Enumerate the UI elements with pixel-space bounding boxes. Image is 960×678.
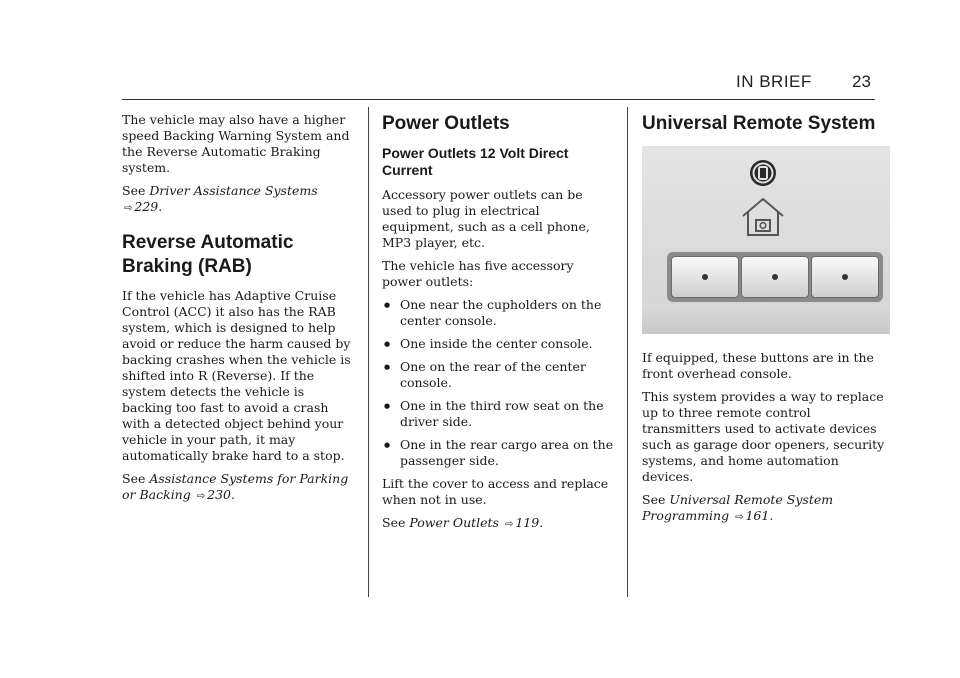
see-reference: See Driver Assistance Systems ⇨ 229. [122,183,318,214]
section-heading: Reverse Automatic Braking (RAB) [122,232,294,277]
column-3 [642,112,892,533]
universal-remote-buttons-photo [642,146,890,334]
page-reference-number[interactable]: 230 [207,487,231,502]
remote-button-1[interactable] [671,256,739,298]
see-reference: See Power Outlets ⇨ 119. [382,515,544,530]
column-divider-2 [627,107,628,597]
outlet-list [382,297,614,469]
paragraph: This system provides a way to replace up to three remote control transmitters used to activate devices such as garage door openers, security systems, and home automation devices. [642,389,885,484]
cross-reference-link[interactable]: Assistance Systems for Parking or Backing [122,471,349,502]
page-number: 23 [852,72,871,91]
page-reference-number[interactable]: 161 [745,508,770,523]
subsection-heading: Power Outlets 12 Volt Direct Current [382,145,569,178]
paragraph: If equipped, these buttons are in the front overhead console. [642,350,874,381]
remote-button-3[interactable] [811,256,879,298]
column-1 [122,112,358,512]
paragraph: The vehicle has five accessory power outlets: [382,258,574,289]
paragraph: Lift the cover to access and replace when not in use. [382,476,609,507]
page-reference-arrow-icon: ⇨ [196,491,206,502]
page-reference-arrow-icon: ⇨ [124,203,133,214]
indicator-light-icon [748,158,778,188]
see-reference: See Universal Remote System Programming ⇨ 161. [642,492,834,523]
rab-paragraph: If the vehicle has Adaptive Cruise Control (ACC) it also has the RAB system, which is designed to help avoid or reduce the harm caused by backing crashes when the vehicle is shifted into R (Reverse). If the system detects the vehicle is backing too fast to avoid a crash with a detected object behind your vehicle in your path, it may automatically brake hard to a stop. [122,288,351,463]
list-item: ● One inside the center console. [382,336,614,352]
intro-paragraph: The vehicle may also have a higher speed Backing Warning System and the Reverse Automatic Braking system. [122,112,350,175]
column-divider-1 [368,107,369,597]
section-heading: Power Outlets [382,113,510,134]
running-header-section: IN BRIEF [736,72,812,91]
page-reference-arrow-icon: ⇨ [504,519,514,530]
section-heading: Universal Remote System [642,113,876,134]
garage-house-icon [740,196,786,238]
cross-reference-link[interactable]: Driver Assistance Systems [149,183,318,198]
list-item: ● One on the rear of the center console. [382,359,614,391]
see-reference: See Assistance Systems for Parking or Backing ⇨ 230. [122,471,349,502]
list-item: ● One in the third row seat on the driver side. [382,398,614,430]
column-2 [382,112,614,540]
page-reference-number[interactable]: 119 [515,515,540,530]
cross-reference-link[interactable]: Power Outlets [409,515,499,530]
paragraph: Accessory power outlets can be used to plug in electrical equipment, such as a cell phone, MP3 player, etc. [382,187,590,250]
remote-button-bar [667,252,883,302]
list-item: ● One in the rear cargo area on the passenger side. [382,437,614,469]
remote-button-2[interactable] [741,256,809,298]
cross-reference-link[interactable]: Universal Remote System Programming [642,492,834,523]
header-rule [122,99,875,100]
page-reference-number[interactable]: 229 [134,199,159,214]
list-item: ● One near the cupholders on the center console. [382,297,614,329]
page-reference-arrow-icon: ⇨ [735,512,744,523]
